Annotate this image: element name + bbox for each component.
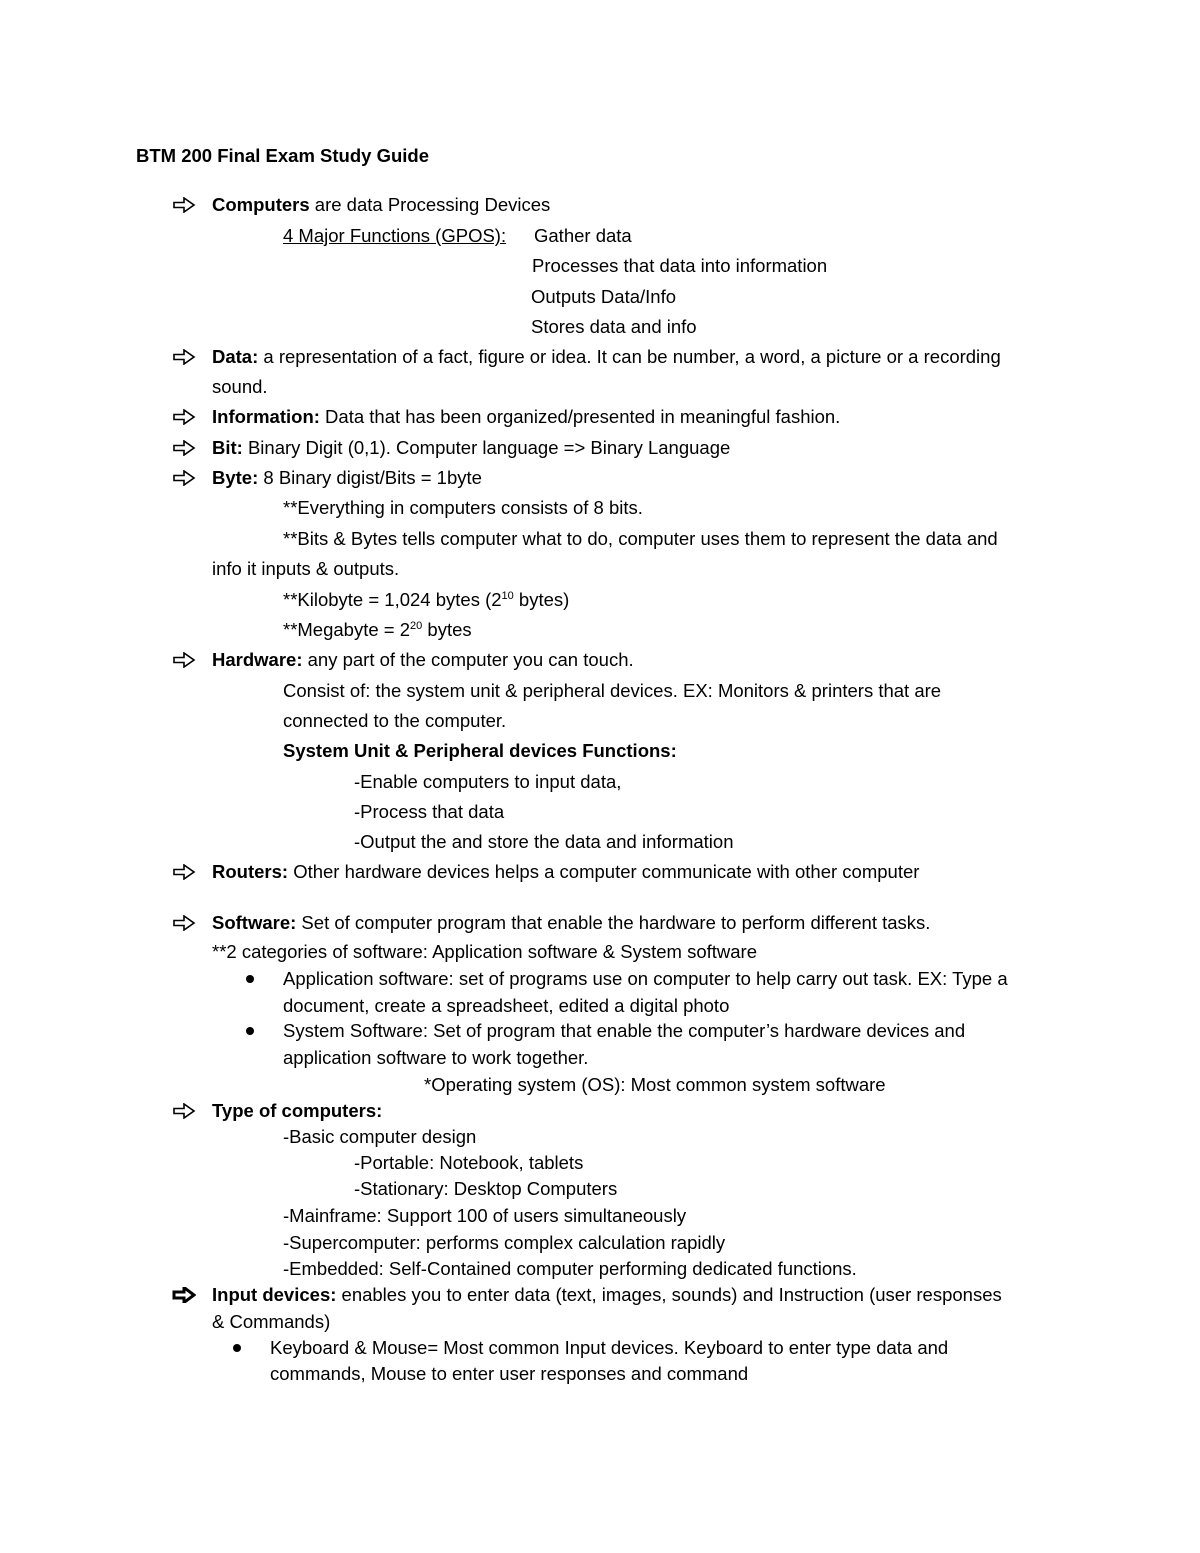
arrow-icon: [172, 440, 196, 456]
input-item-cont: & Commands): [212, 1311, 331, 1332]
byte-note: **Everything in computers consists of 8 bits.: [283, 497, 643, 518]
software-item: Software: Set of computer program that enable the hardware to perform different tasks.: [212, 912, 931, 933]
hardware-functions-heading: System Unit & Peripheral devices Functions:: [283, 740, 677, 761]
computers-item: Computers are data Processing Devices: [212, 194, 551, 215]
types-basic: -Basic computer design: [283, 1126, 477, 1147]
routers-item: Routers: Other hardware devices helps a computer communicate with other computer: [212, 861, 920, 882]
bit-item: Bit: Binary Digit (0,1). Computer language => Binary Language: [212, 437, 731, 458]
arrow-icon: [172, 652, 196, 668]
hardware-function: -Output the and store the data and information: [354, 831, 734, 852]
hardware-consist-cont: connected to the computer.: [283, 710, 507, 731]
types-item: Type of computers:: [212, 1100, 383, 1121]
input-item: Input devices: enables you to enter data (text, images, sounds) and Instruction (user responses: [212, 1284, 1002, 1305]
information-item: Information: Data that has been organized/presented in meaningful fashion.: [212, 406, 841, 427]
arrow-icon: [172, 470, 196, 486]
hardware-function: -Process that data: [354, 801, 505, 822]
hardware-consist: Consist of: the system unit & peripheral devices. EX: Monitors & printers that are: [283, 680, 942, 701]
data-item: Data: a representation of a fact, figure or idea. It can be number, a word, a picture or a recording: [212, 346, 1001, 367]
hardware-item: Hardware: any part of the computer you can touch.: [212, 649, 634, 670]
data-item-cont: sound.: [212, 376, 268, 397]
kilobyte-note: **Kilobyte = 1,024 bytes ($2^{10}$ bytes): [283, 589, 570, 610]
bullet-icon: [233, 1344, 241, 1352]
function-item: Stores data and info: [531, 316, 697, 337]
types-portable: -Portable: Notebook, tablets: [354, 1152, 584, 1173]
functions-label: 4 Major Functions (GPOS):: [283, 225, 507, 246]
types-embedded: -Embedded: Self-Contained computer performing dedicated functions.: [283, 1258, 857, 1279]
function-item: Outputs Data/Info: [531, 286, 677, 307]
bullet-icon: [246, 1027, 254, 1035]
byte-note: **Bits & Bytes tells computer what to do, computer uses them to represent the data and: [283, 528, 998, 549]
arrow-icon: [172, 864, 196, 880]
arrow-icon: [172, 915, 196, 931]
types-stationary: -Stationary: Desktop Computers: [354, 1178, 618, 1199]
software-sys: System Software: Set of program that enable the computer’s hardware devices and: [283, 1020, 966, 1041]
function-item: Processes that data into information: [532, 255, 828, 276]
software-app: Application software: set of programs use on computer to help carry out task. EX: Type a: [283, 968, 1008, 989]
arrow-icon: [172, 1103, 196, 1119]
function-item: Gather data: [534, 225, 632, 246]
software-os: *Operating system (OS): Most common system software: [424, 1074, 886, 1095]
software-sys-cont: application software to work together.: [283, 1047, 589, 1068]
megabyte-note: **Megabyte = $2^{20}$ bytes: [283, 619, 472, 640]
hardware-function: -Enable computers to input data,: [354, 771, 622, 792]
arrow-bold-icon: [172, 1287, 196, 1303]
arrow-icon: [172, 197, 196, 213]
arrow-icon: [172, 349, 196, 365]
byte-item: Byte: 8 Binary digist/Bits = 1byte: [212, 467, 482, 488]
page-title: BTM 200 Final Exam Study Guide: [136, 145, 429, 166]
software-categories: **2 categories of software: Application software & System software: [212, 941, 757, 962]
types-supercomputer: -Supercomputer: performs complex calculation rapidly: [283, 1232, 726, 1253]
arrow-icon: [172, 409, 196, 425]
byte-note-cont: info it inputs & outputs.: [212, 558, 400, 579]
software-app-cont: document, create a spreadsheet, edited a digital photo: [283, 995, 730, 1016]
input-keyboard-cont: commands, Mouse to enter user responses and command: [270, 1363, 749, 1384]
bullet-icon: [246, 975, 254, 983]
input-keyboard: Keyboard & Mouse= Most common Input devices. Keyboard to enter type data and: [270, 1337, 949, 1358]
types-mainframe: -Mainframe: Support 100 of users simultaneously: [283, 1205, 687, 1226]
